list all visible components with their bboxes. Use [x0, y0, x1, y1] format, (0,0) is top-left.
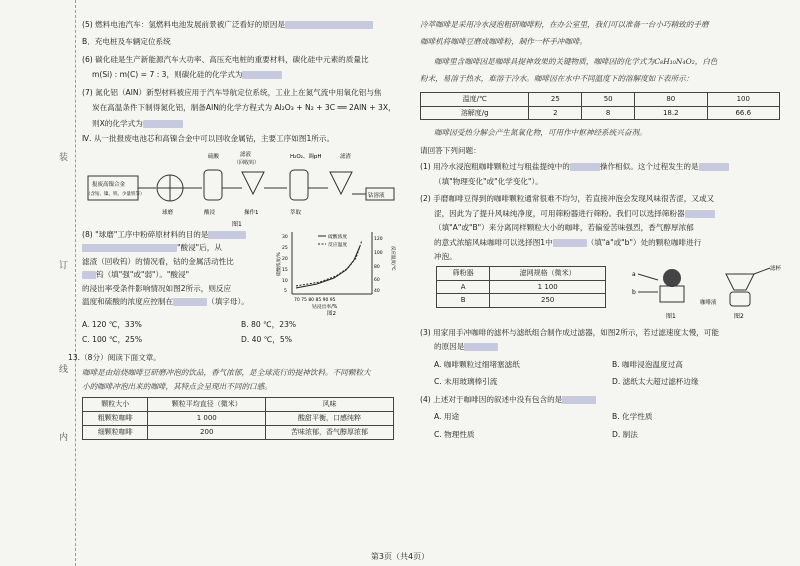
- option-c: C. 物理性质: [434, 429, 475, 439]
- question-line: 的原因是: [420, 342, 790, 351]
- question-line: 冲泡。: [434, 252, 457, 262]
- table-cell: 18.2: [635, 106, 707, 120]
- margin-mark: 线: [59, 365, 69, 375]
- options-row: [420, 360, 790, 369]
- table-cell: 250: [490, 294, 606, 308]
- table-cell: 8: [582, 106, 635, 120]
- binding-margin: [55, 0, 76, 566]
- section-intro: Ⅳ. 从一批报废电池芯和高镍合金中可以回收金属钴，主要工序如图1所示。: [82, 134, 335, 144]
- question-line: 的浸出率受条件影响情况如图2所示，则反应: [82, 283, 232, 293]
- raw-material-note: （含钴、镍、铁、少量铁等）: [86, 191, 145, 197]
- question-line: (7) 氮化铝（AlN）新型材料被应用于汽车导航定位系统，工业上在氮气流中用氧化铝与焦: [82, 87, 382, 97]
- table-header: 温度/℃: [421, 92, 529, 106]
- table-header: 溶解度/g: [421, 106, 529, 120]
- table-row: [437, 294, 606, 308]
- product-label: 钴溶液: [368, 192, 385, 199]
- solubility-table: [420, 92, 780, 121]
- answer-blank: [143, 120, 183, 128]
- table-cell: 25: [529, 92, 582, 106]
- filter-cup-label: 滤杯: [770, 265, 782, 272]
- margin-mark: 内: [59, 433, 69, 443]
- answer-blank: [562, 396, 596, 404]
- question-line: 炭在高温条件下制得氮化铝，制备AlN的化学方程式为 Al₂O₃ + N₂ + 3C ══ 2AlN + 3X，: [92, 103, 396, 113]
- table-cell: 50: [582, 92, 635, 106]
- table-cell: 粗颗粒咖啡: [83, 412, 148, 426]
- table-cell: 酸甜平衡，口感纯粹: [266, 412, 394, 426]
- acid-concentration-curve: [296, 246, 360, 288]
- options-row: [82, 335, 400, 344]
- reaction-tank-icon: [290, 170, 308, 200]
- question-line: 涩，因此为了提升风味纯净度，可用筛粉器进行筛粉。我们可以选择筛粉器: [420, 209, 790, 218]
- article-text: 粉末，易溶于热水，难溶于冷水。咖啡因在水中不同温度下的溶解度如下表所示：: [420, 74, 694, 84]
- acid-label: 硫酸: [208, 153, 220, 160]
- residue-label: 滤渣: [340, 153, 352, 160]
- option-b: B. 咖啡浸泡温度过高: [612, 359, 683, 369]
- figure-caption: 图1: [232, 220, 242, 228]
- article-text: 咖啡因受热分解会产生氮氧化物，可用作中枢神经系统兴奋剂。: [434, 128, 647, 138]
- answer-blank: [699, 163, 729, 171]
- answer-blank: [570, 163, 600, 171]
- y2-tick: 80: [374, 264, 380, 270]
- figure-caption: 图2: [327, 310, 336, 316]
- y2-tick: 60: [374, 277, 380, 283]
- table-header: 筛粉器: [437, 266, 490, 280]
- x-axis-label: 钴浸出率/%: [312, 304, 338, 310]
- option-d: D. 制法: [612, 429, 638, 439]
- option-c: C. 未用玻璃棒引流: [434, 377, 498, 387]
- y-tick: 30: [282, 234, 288, 240]
- question-line: "酸浸"后，从: [82, 243, 272, 252]
- y-tick: 20: [282, 256, 288, 262]
- question-line: 温度和硫酸的浓度应控制在 （填字母）。: [82, 297, 249, 307]
- table-cell: B: [437, 294, 490, 308]
- option-b: B. 80 ℃，23%: [241, 319, 297, 329]
- ball-mill-label: 球磨: [162, 209, 174, 216]
- sieve-block: [420, 266, 790, 322]
- table-row: [421, 92, 780, 106]
- left-column: [68, 20, 400, 440]
- table-cell: 1 100: [490, 280, 606, 294]
- table-cell: 100: [707, 92, 780, 106]
- figure-caption: 图2: [734, 312, 744, 320]
- question-line: 的意式浓缩风味咖啡可以选择图1中 （填"a"或"b"）处的颗粒咖啡进行: [434, 237, 702, 247]
- table-cell: 细颗粒咖啡: [83, 425, 148, 439]
- question-line: 滤渣（回收钨）的情况看，钴的金属活动性比: [82, 256, 234, 266]
- funnel-icon: [330, 172, 352, 194]
- leaching-chart: [272, 226, 400, 316]
- operation-label: 操作1: [244, 209, 259, 216]
- acid-tank-icon: [204, 170, 222, 200]
- question-line: 则X的化学式为: [82, 119, 400, 128]
- answer-blank: [82, 244, 177, 252]
- grinder-base-icon: [660, 286, 684, 302]
- legend-temperature: 反应温度: [328, 242, 348, 248]
- table-header-row: [437, 266, 606, 280]
- option-a: A. 120 ℃，33%: [82, 319, 142, 329]
- coffee-liquid-label: 咖啡液: [700, 299, 717, 306]
- question-line: (5) 燃料电池汽车：氢燃料电池发展前景被广泛看好的原因是: [82, 20, 400, 29]
- option-d: D. 滤纸太大超过滤杯边缘: [612, 377, 699, 387]
- funnel-icon: [242, 172, 264, 194]
- answer-blank: [553, 239, 587, 247]
- section-title: 请回答下列问题：: [420, 145, 481, 155]
- question-line: 钨（填"强"或"弱"）。"酸浸": [82, 270, 272, 279]
- question-line: (2) 手磨咖啡豆得到的咖啡颗粒通常很难不均匀，若直接冲泡会发现风味很苦涩，又或又: [420, 194, 715, 204]
- table-cell: 2: [529, 106, 582, 120]
- answer-blank: [208, 231, 246, 239]
- coffee-figures: [630, 260, 790, 324]
- acid-leach-label: 酸浸: [204, 209, 216, 216]
- question-line: (4) 上述对于咖啡因的叙述中没有包含的是: [420, 395, 790, 404]
- question-line: (3) 用家用手冲咖啡的滤杯与滤纸组合制作成过滤器，如图2所示，若过滤速度太慢，可能: [420, 327, 719, 337]
- label-a: a: [632, 270, 636, 278]
- legend-acid: 硫酸浓度: [328, 234, 348, 240]
- article-text: 咖啡里含咖啡因是咖啡具提神效果的关键物质，咖啡因的化学式为C₈H₁₀N₄O₂，白色: [434, 56, 718, 66]
- answer-blank: [464, 343, 498, 351]
- option-a: A. 咖啡颗粒过细堵塞滤纸: [434, 359, 520, 369]
- raw-material-label: 报废高镍合金: [92, 181, 126, 188]
- question-title: 13.（8分）阅读下面文章。: [68, 352, 161, 362]
- margin-mark: 订: [59, 261, 69, 271]
- answer-blank: [285, 21, 373, 29]
- question-line: (6) 碳化硅是生产新能源汽车大功率、高压充电桩的重要材料，碳化硅中元素的质量比: [82, 54, 369, 64]
- options-row: [420, 430, 790, 439]
- grain-size-table: [82, 397, 394, 439]
- options-row: [82, 320, 400, 329]
- table-cell: 1 000: [148, 412, 266, 426]
- right-column: [420, 20, 790, 439]
- coffee-cup-icon: [730, 292, 750, 306]
- answer-blank: [82, 271, 96, 279]
- article-text: 小的咖啡冲泡出来的咖啡，其特点会呈现出不同的口感。: [82, 381, 272, 391]
- article-text: 冷萃咖啡是采用冷水浸泡粗研咖啡粉，在办公室里，我们可以准备一台小巧精致的手磨: [420, 20, 709, 29]
- table-cell: A: [437, 280, 490, 294]
- options-row: [420, 412, 790, 421]
- extraction-label: 萃取: [290, 209, 302, 216]
- y-axis-label: 硫酸浓度/%: [277, 252, 282, 276]
- y-tick: 5: [284, 288, 287, 294]
- y2-axis-label: 反应温度/℃: [390, 245, 395, 271]
- q8-text: [82, 230, 272, 307]
- article-text: 咖啡是由焙烧咖啡豆研磨冲泡的饮品，香气浓郁，是全球流行的提神饮料。不同颗粒大: [82, 368, 371, 378]
- q8-block: [82, 230, 400, 314]
- table-header-row: [83, 398, 394, 412]
- options-row: [420, 377, 790, 386]
- table-header: 滤网规格（微米）: [490, 266, 606, 280]
- question-line: （填"物理变化"或"化学变化"）。: [434, 176, 543, 186]
- option-d: D. 40 ℃，5%: [241, 335, 292, 345]
- y-tick: 10: [282, 278, 288, 284]
- y2-tick: 100: [374, 250, 383, 256]
- filtrate-label: 滤液: [240, 151, 252, 158]
- answer-blank: [173, 298, 207, 306]
- article-text: 咖啡机将咖啡豆磨成咖啡粉，制作一杯手冲咖啡。: [420, 37, 588, 47]
- table-cell: 苦味浓郁，香气醇厚浓郁: [266, 425, 394, 439]
- y-tick: 25: [282, 245, 288, 251]
- option-b: B. 化学性质: [612, 412, 653, 422]
- y-tick: 15: [282, 267, 288, 273]
- page-footer: 第3页（共4页）: [370, 552, 430, 561]
- answer-blank: [242, 71, 282, 79]
- grinder-icon: [663, 269, 681, 287]
- table-header: 颗粒平均直径（微米）: [148, 398, 266, 412]
- table-cell: 80: [635, 92, 707, 106]
- table-row: [421, 106, 780, 120]
- option-line: B．充电桩及车辆定位系统: [82, 37, 171, 47]
- table-row: [83, 425, 394, 439]
- reagent-label: H₂O₂、调pH: [290, 153, 322, 160]
- figure-caption: 图1: [666, 312, 676, 320]
- filtrate-note: （回收钨）: [234, 159, 260, 166]
- table-row: [83, 412, 394, 426]
- question-line: m(Si) : m(C) = 7 : 3，则碳化硅的化学式为: [82, 70, 400, 79]
- y2-tick: 120: [374, 236, 383, 242]
- filter-cup-icon: [726, 274, 754, 290]
- table-header: 风味: [266, 398, 394, 412]
- question-line: (8) "球磨"工序中粉碎原材料的目的是: [82, 230, 272, 239]
- table-cell: 66.6: [707, 106, 780, 120]
- table-header: 颗粒大小: [83, 398, 148, 412]
- sieve-table: [436, 266, 606, 308]
- option-c: C. 100 ℃，25%: [82, 335, 143, 345]
- process-flow-figure: [82, 148, 400, 228]
- question-line: （填"A"或"B"）来分离同样颗粒大小的咖啡，若偏爱苦味强烈，香气醇厚浓郁: [434, 223, 694, 233]
- y2-tick: 40: [374, 288, 380, 294]
- question-line: (1) 用冷水浸泡粗咖啡颗粒过与粗盐提纯中的 操作相似。这个过程发生的是: [420, 162, 790, 171]
- answer-blank: [685, 210, 715, 218]
- x-ticks: 70 75 80 85 90 95: [294, 297, 336, 303]
- table-row: [437, 280, 606, 294]
- label-b: b: [632, 288, 636, 296]
- option-a: A. 用途: [434, 412, 460, 422]
- margin-mark: 装: [59, 153, 69, 163]
- table-cell: 200: [148, 425, 266, 439]
